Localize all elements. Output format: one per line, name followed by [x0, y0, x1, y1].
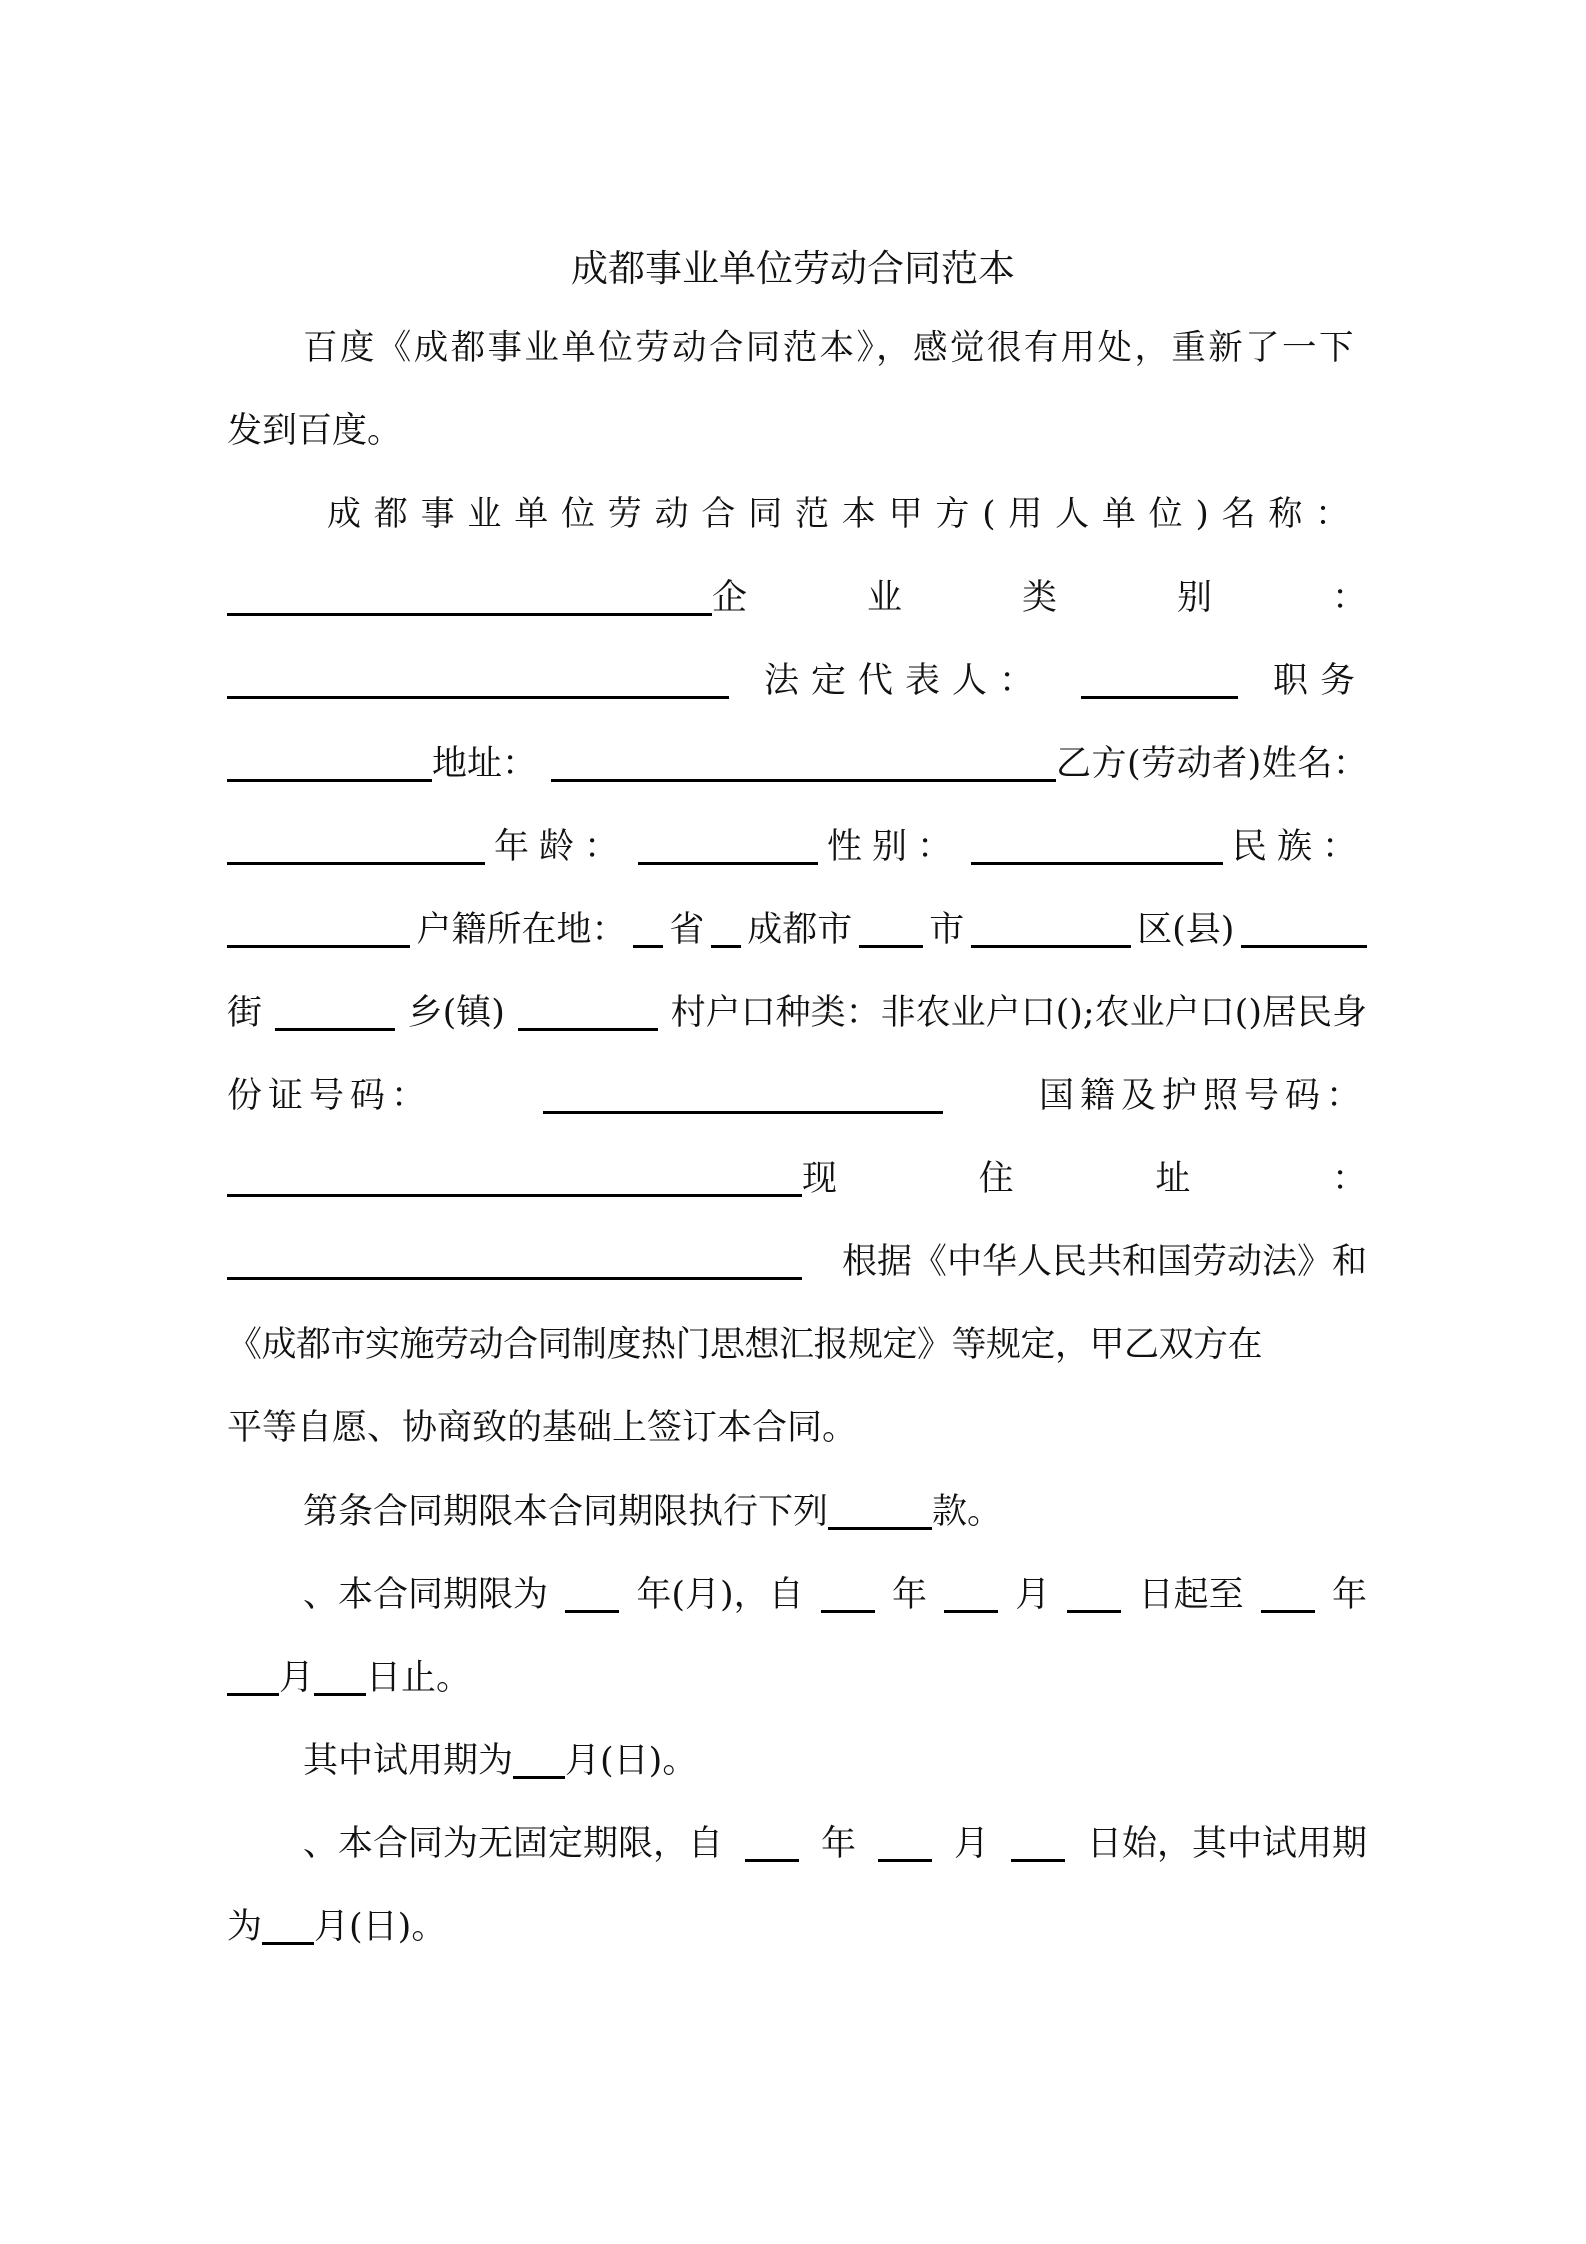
province-label: 省 — [669, 910, 705, 950]
open-probation-prefix: 为 — [227, 1907, 263, 1947]
start-month-blank[interactable] — [944, 1606, 998, 1613]
open-year-label: 年 — [820, 1824, 856, 1864]
party-b-name-label: 乙方(劳动者)姓名： — [1056, 744, 1369, 784]
term-clause-line — [227, 1490, 1367, 1534]
village-blank[interactable] — [518, 1024, 658, 1031]
address-label: 地址： — [432, 744, 538, 784]
age-gender-line — [227, 825, 1367, 869]
gender-label: 性别： — [826, 827, 962, 867]
enterprise-type-label — [712, 576, 1367, 620]
township-label: 乡(镇) — [407, 993, 505, 1033]
intro-line-1 — [227, 326, 1367, 370]
label-char: 住 — [978, 1159, 1014, 1199]
village-hukou-label: 村户口种类：非农业户口();农业户口()居民身 — [670, 993, 1367, 1033]
legal-rep-line — [227, 659, 1367, 703]
end-day-blank[interactable] — [314, 1689, 366, 1696]
city-label: 市 — [929, 910, 965, 950]
province-blank[interactable] — [633, 941, 663, 948]
enterprise-type-blank[interactable] — [227, 692, 729, 699]
legal-rep-label: 法定代表人： — [763, 661, 1046, 701]
open-probation-blank[interactable] — [262, 1938, 314, 1945]
district-blank[interactable] — [971, 941, 1131, 948]
nationality-passport-label: 国籍及护照号码： — [1038, 1076, 1367, 1116]
passport-blank[interactable] — [227, 1190, 802, 1197]
open-month-label: 月 — [953, 1824, 989, 1864]
open-probation-line — [227, 1905, 1367, 1949]
open-month-blank[interactable] — [878, 1855, 932, 1862]
intro-text: 百度《成都事业单位劳动合同范本》，感觉很有用处，重新了一下 — [303, 328, 1356, 368]
address-line — [227, 742, 1367, 786]
party-a-heading: 成都事业单位劳动合同范本甲方(用人单位)名称： — [327, 494, 1362, 534]
open-probation-suffix: 月(日)。 — [314, 1907, 447, 1947]
label-char: ： — [1331, 1159, 1367, 1199]
position-blank[interactable] — [227, 775, 432, 782]
basis-line-3 — [227, 1406, 1367, 1450]
term-clause-end: 款。 — [932, 1492, 1003, 1532]
end-month-label: 月 — [279, 1658, 315, 1698]
legal-rep-blank[interactable] — [1081, 692, 1238, 699]
open-day-label: 日始，其中试用期 — [1086, 1824, 1367, 1864]
fixed-term-length-blank[interactable] — [565, 1606, 619, 1613]
district-label: 区(县) — [1137, 910, 1235, 950]
position-label: 职务 — [1272, 661, 1367, 701]
township-blank[interactable] — [275, 1024, 395, 1031]
age-blank[interactable] — [638, 858, 818, 865]
chengdu-label: 成都市 — [747, 910, 853, 950]
start-year-blank[interactable] — [821, 1606, 875, 1613]
open-term-prefix: 、本合同为无固定期限，自 — [303, 1824, 724, 1864]
fixed-term-end-line — [227, 1656, 1367, 1700]
term-clause-blank[interactable] — [828, 1523, 932, 1530]
probation-suffix: 月(日)。 — [565, 1741, 698, 1781]
end-year-label: 年 — [1331, 1575, 1367, 1615]
open-day-blank[interactable] — [1011, 1855, 1065, 1862]
start-year-label: 年 — [891, 1575, 927, 1615]
ethnicity-blank[interactable] — [227, 941, 410, 948]
open-year-blank[interactable] — [745, 1855, 799, 1862]
id-number-blank[interactable] — [543, 1107, 943, 1114]
intro-line-2 — [227, 409, 1367, 453]
document-title: 成都事业单位劳动合同范本 — [571, 247, 1015, 290]
age-label: 年龄： — [493, 827, 629, 867]
start-day-label: 日起至 — [1138, 1575, 1244, 1615]
chengdu-blank[interactable] — [711, 941, 741, 948]
street-label: 街 — [227, 993, 263, 1033]
city-blank[interactable] — [859, 941, 923, 948]
label-char: ： — [1331, 578, 1367, 618]
intro-text-end: 发到百度。 — [227, 411, 403, 451]
household-label: 户籍所在地： — [416, 910, 627, 950]
label-char: 址 — [1155, 1159, 1191, 1199]
end-month-blank[interactable] — [227, 1689, 279, 1696]
start-month-label: 月 — [1015, 1575, 1051, 1615]
gender-blank[interactable] — [971, 858, 1223, 865]
label-char: 类 — [1021, 578, 1057, 618]
probation-line — [227, 1739, 1367, 1783]
name-blank[interactable] — [227, 858, 485, 865]
label-char: 业 — [866, 578, 902, 618]
basis-line — [227, 1240, 1367, 1284]
basis-line-2 — [227, 1323, 1367, 1367]
label-char: 别 — [1176, 578, 1212, 618]
end-year-blank[interactable] — [1261, 1606, 1315, 1613]
address-blank[interactable] — [551, 775, 1056, 782]
id-number-label: 份证号码： — [227, 1076, 433, 1116]
current-address-label — [802, 1157, 1367, 1201]
id-number-line — [227, 1074, 1367, 1118]
label-char: 企 — [712, 578, 748, 618]
basis-text-3: 平等自愿、协商致的基础上签订本合同。 — [227, 1408, 858, 1448]
basis-text: 根据《中华人民共和国劳动法》和 — [841, 1242, 1367, 1282]
employer-name-blank[interactable] — [227, 609, 712, 616]
probation-prefix: 其中试用期为 — [303, 1741, 514, 1781]
start-day-blank[interactable] — [1067, 1606, 1121, 1613]
household-line — [227, 908, 1367, 952]
basis-text-2: 《成都市实施劳动合同制度热门思想汇报规定》等规定，甲乙双方在 — [227, 1325, 1263, 1365]
fixed-term-unit: 年(月)，自 — [636, 1575, 804, 1615]
probation-blank[interactable] — [513, 1772, 565, 1779]
fixed-term-line — [227, 1573, 1367, 1617]
ethnicity-label: 民族： — [1231, 827, 1367, 867]
street-line — [227, 991, 1367, 1035]
party-a-heading-line — [227, 492, 1367, 536]
current-address-blank[interactable] — [227, 1273, 802, 1280]
end-day-label: 日止。 — [366, 1658, 472, 1698]
street-blank[interactable] — [1241, 941, 1367, 948]
label-char: 现 — [802, 1159, 838, 1199]
fixed-term-prefix: 、本合同期限为 — [303, 1575, 549, 1615]
enterprise-type-line — [227, 576, 1367, 620]
open-term-line — [227, 1822, 1367, 1866]
current-address-line — [227, 1157, 1367, 1201]
term-clause-text: 第条合同期限本合同期限执行下列 — [303, 1492, 829, 1532]
